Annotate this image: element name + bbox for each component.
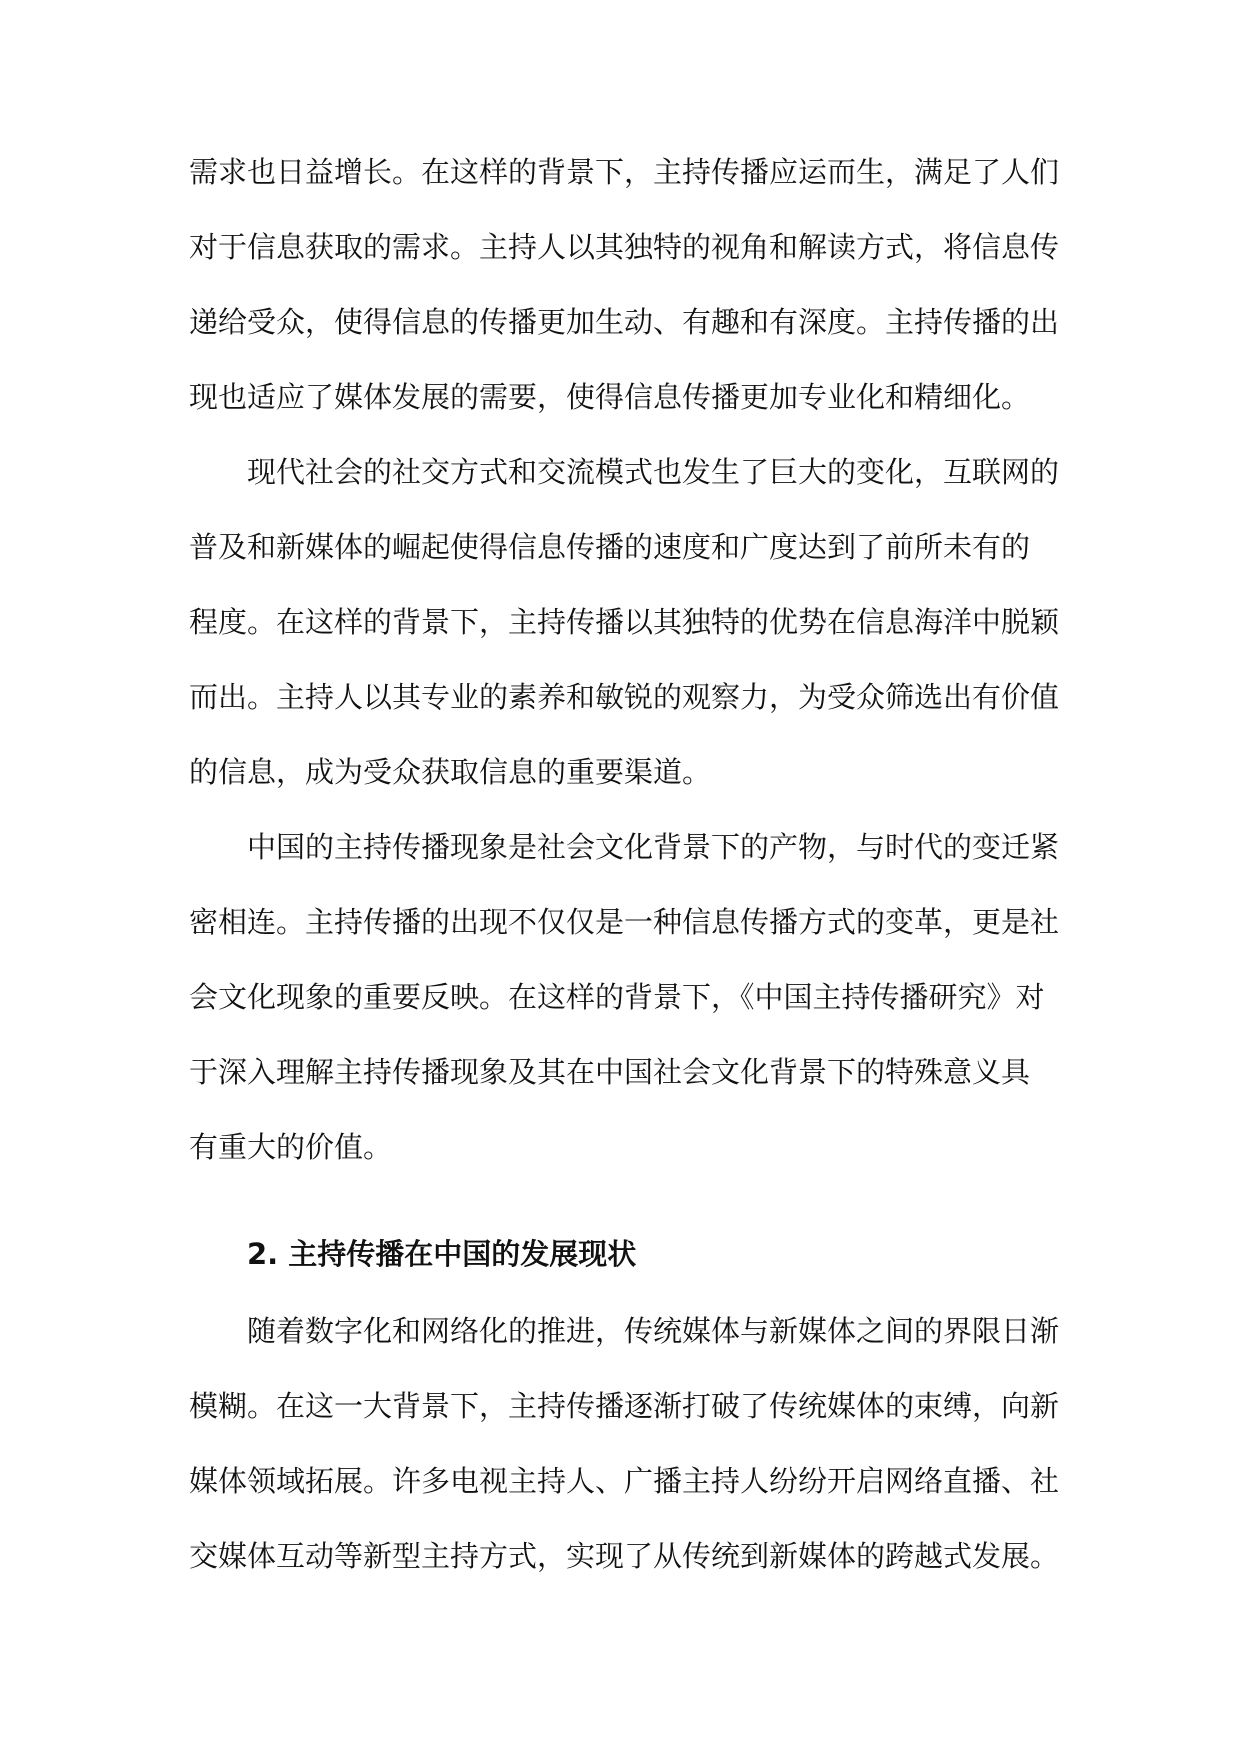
paragraph-2-line-3: 程度。在这样的背景下，主持传播以其独特的优势在信息海洋中脱颖	[189, 605, 1060, 639]
section-paragraph-line-1: 随着数字化和网络化的推进，传统媒体与新媒体之间的界限日渐	[247, 1314, 1060, 1348]
paragraph-1-line-3: 递给受众，使得信息的传播更加生动、有趣和有深度。主持传播的出	[189, 305, 1060, 339]
paragraph-2-line-4: 而出。主持人以其专业的素养和敏锐的观察力，为受众筛选出有价值	[189, 680, 1060, 714]
paragraph-1-line-1: 需求也日益增长。在这样的背景下，主持传播应运而生，满足了人们	[189, 155, 1060, 189]
paragraph-3-line-2: 密相连。主持传播的出现不仅仅是一种信息传播方式的变革，更是社	[189, 905, 1060, 939]
paragraph-3-line-1: 中国的主持传播现象是社会文化背景下的产物，与时代的变迁紧	[247, 830, 1060, 864]
section-paragraph-line-3: 媒体领域拓展。许多电视主持人、广播主持人纷纷开启网络直播、社	[189, 1464, 1060, 1498]
paragraph-3-line-3: 会文化现象的重要反映。在这样的背景下，《中国主持传播研究》对	[189, 980, 1045, 1014]
paragraph-2-line-1: 现代社会的社交方式和交流模式也发生了巨大的变化，互联网的	[247, 455, 1060, 489]
paragraph-3-line-5: 有重大的价值。	[189, 1130, 393, 1164]
paragraph-3-line-4: 于深入理解主持传播现象及其在中国社会文化背景下的特殊意义具	[189, 1055, 1031, 1089]
section-heading: 2. 主持传播在中国的发展现状	[247, 1237, 637, 1271]
paragraph-1-line-4: 现也适应了媒体发展的需要，使得信息传播更加专业化和精细化。	[189, 380, 1031, 414]
section-paragraph-line-4: 交媒体互动等新型主持方式，实现了从传统到新媒体的跨越式发展。	[189, 1539, 1060, 1573]
paragraph-2-line-5: 的信息，成为受众获取信息的重要渠道。	[189, 755, 712, 789]
section-paragraph-line-2: 模糊。在这一大背景下，主持传播逐渐打破了传统媒体的束缚，向新	[189, 1389, 1060, 1423]
paragraph-1-line-2: 对于信息获取的需求。主持人以其独特的视角和解读方式，将信息传	[189, 230, 1060, 264]
paragraph-2-line-2: 普及和新媒体的崛起使得信息传播的速度和广度达到了前所未有的	[189, 530, 1031, 564]
